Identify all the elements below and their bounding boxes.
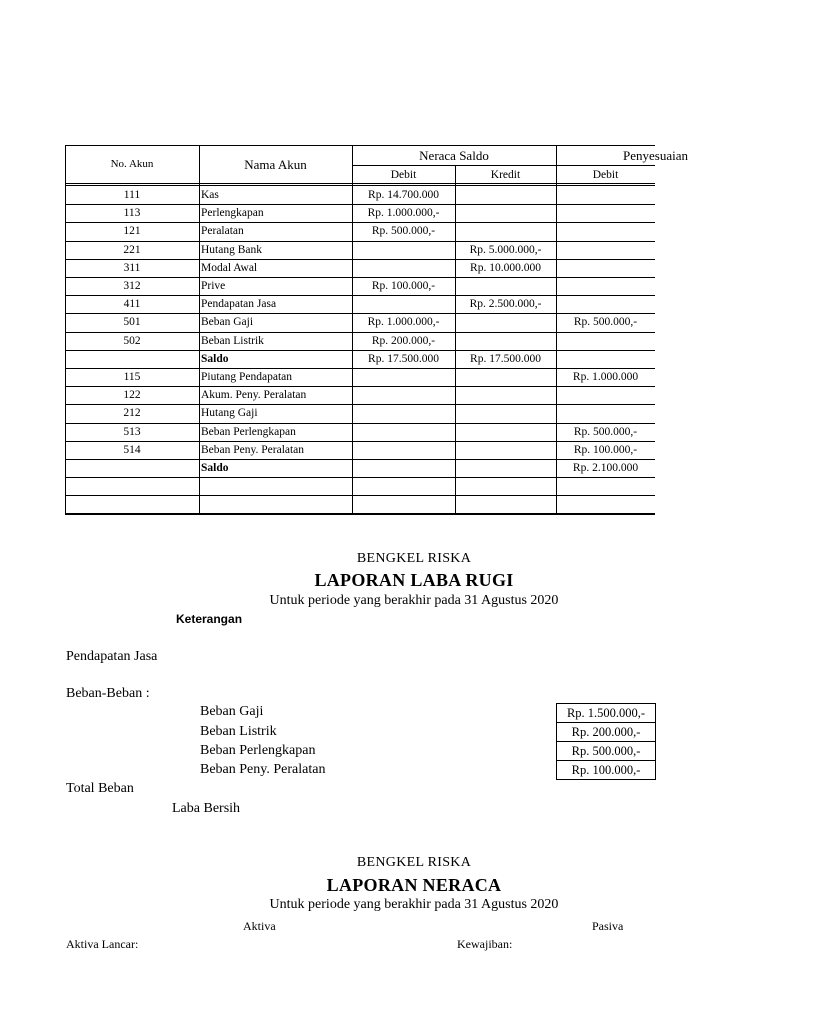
table-cell-adj-debit: Rp. 100.000,- bbox=[573, 443, 638, 456]
table-cell-kredit: Rp. 5.000.000,- bbox=[469, 243, 542, 256]
table-cell-no: 502 bbox=[123, 334, 141, 347]
row-line bbox=[65, 277, 655, 278]
row-line bbox=[65, 459, 655, 460]
table-cell-debit: Rp. 100.000,- bbox=[371, 280, 436, 292]
table-cell-name: Hutang Bank bbox=[201, 243, 263, 256]
table-cell-no: 312 bbox=[123, 280, 141, 292]
table-cell-kredit: Rp. 2.500.000,- bbox=[469, 298, 542, 311]
table-cell-adj-debit: Rp. 500.000,- bbox=[573, 425, 638, 438]
header-neraca-saldo: Neraca Saldo bbox=[419, 148, 489, 163]
header-kredit: Kredit bbox=[490, 169, 521, 181]
table-cell-debit: Rp. 200.000,- bbox=[371, 334, 436, 347]
row-line bbox=[65, 495, 655, 496]
row-line bbox=[65, 423, 655, 424]
table-cell-name: Hutang Gaji bbox=[201, 407, 258, 420]
row-line bbox=[65, 386, 655, 387]
row-line bbox=[65, 222, 655, 223]
keterangan-label: Keterangan bbox=[176, 612, 243, 626]
header-penyesuaian: Penyesuaian bbox=[623, 148, 688, 163]
table-cell-debit: Rp. 14.700.000 bbox=[368, 189, 439, 201]
neraca-period: Untuk periode yang berakhir pada 31 Agustus 2020 bbox=[269, 897, 559, 912]
header-adj-debit: Debit bbox=[592, 169, 619, 181]
table-cell-name: Akum. Peny. Peralatan bbox=[201, 389, 307, 402]
grid-line bbox=[65, 183, 655, 184]
table-cell-name: Perlengkapan bbox=[201, 207, 264, 220]
neraca-company: BENGKEL RISKA bbox=[356, 855, 472, 870]
expense-amount: Rp. 200.000,- bbox=[556, 722, 656, 742]
table-cell-no: 311 bbox=[123, 261, 141, 274]
laba-bersih-label: Laba Bersih bbox=[172, 801, 241, 816]
income-company: BENGKEL RISKA bbox=[356, 551, 472, 566]
table-cell-adj-debit: Rp. 1.000.000 bbox=[572, 371, 639, 383]
table-cell-no: 514 bbox=[123, 443, 141, 456]
pasiva-label: Pasiva bbox=[592, 919, 624, 933]
grid-line bbox=[455, 165, 456, 514]
total-beban-label: Total Beban bbox=[66, 781, 134, 796]
table-cell-debit: Rp. 1.000.000,- bbox=[367, 316, 440, 329]
neraca-title: LAPORAN NERACA bbox=[326, 875, 502, 895]
expense-label: Beban Gaji bbox=[200, 704, 264, 719]
table-cell-name: Saldo bbox=[201, 352, 229, 365]
aktiva-lancar-label: Aktiva Lancar: bbox=[66, 937, 139, 951]
aktiva-label: Aktiva bbox=[243, 919, 276, 933]
table-cell-name: Kas bbox=[201, 189, 219, 201]
income-period: Untuk periode yang berakhir pada 31 Agustus 2020 bbox=[269, 593, 559, 608]
table-cell-name: Pendapatan Jasa bbox=[201, 298, 277, 311]
table-cell-debit: Rp. 1.000.000,- bbox=[367, 207, 440, 220]
row-line bbox=[65, 404, 655, 405]
row-line bbox=[65, 259, 655, 260]
row-line bbox=[65, 313, 655, 314]
expense-amount: Rp. 500.000,- bbox=[556, 741, 656, 761]
expense-label: Beban Perlengkapan bbox=[200, 743, 316, 758]
row-line bbox=[65, 332, 655, 333]
table-cell-name: Beban Gaji bbox=[201, 316, 254, 329]
table-cell-no: 121 bbox=[123, 225, 141, 238]
row-line bbox=[65, 477, 655, 478]
table-cell-kredit: Rp. 10.000.000 bbox=[470, 261, 541, 274]
table-cell-no: 513 bbox=[123, 425, 141, 438]
table-cell-debit: Rp. 500.000,- bbox=[371, 225, 436, 238]
row-line bbox=[65, 241, 655, 242]
row-line bbox=[65, 441, 655, 442]
table-cell-name: Modal Awal bbox=[201, 261, 258, 274]
expense-label: Beban Peny. Peralatan bbox=[200, 762, 326, 777]
expense-label: Beban Listrik bbox=[200, 724, 277, 739]
income-title: LAPORAN LABA RUGI bbox=[314, 570, 514, 590]
grid-line bbox=[65, 145, 66, 514]
table-cell-no: 212 bbox=[123, 407, 141, 420]
table-cell-no: 115 bbox=[123, 371, 141, 383]
grid-line bbox=[65, 185, 655, 186]
row-line bbox=[65, 514, 655, 515]
pendapatan-jasa-label: Pendapatan Jasa bbox=[66, 649, 158, 664]
table-cell-name: Saldo bbox=[201, 462, 229, 474]
row-line bbox=[65, 368, 655, 369]
table-cell-adj-debit: Rp. 2.100.000 bbox=[572, 462, 639, 474]
kewajiban-label: Kewajiban: bbox=[457, 937, 513, 951]
expense-amount: Rp. 1.500.000,- bbox=[556, 703, 656, 723]
table-cell-no: 111 bbox=[123, 189, 141, 201]
table-cell-name: Beban Peny. Peralatan bbox=[201, 443, 305, 456]
table-cell-name: Peralatan bbox=[201, 225, 244, 238]
table-cell-name: Beban Perlengkapan bbox=[201, 425, 296, 438]
header-no-akun: No. Akun bbox=[110, 158, 154, 170]
table-cell-name: Prive bbox=[201, 280, 226, 292]
table-cell-no: 501 bbox=[123, 316, 141, 329]
expense-amount: Rp. 100.000,- bbox=[556, 760, 656, 780]
grid-line bbox=[352, 165, 655, 166]
grid-line bbox=[65, 145, 655, 146]
table-cell-no: 411 bbox=[123, 298, 141, 311]
row-line bbox=[65, 295, 655, 296]
table-cell-no: 113 bbox=[123, 207, 141, 220]
table-cell-no: 122 bbox=[123, 389, 141, 402]
grid-line bbox=[556, 145, 557, 514]
row-line bbox=[65, 204, 655, 205]
table-cell-kredit: Rp. 17.500.000 bbox=[470, 352, 541, 365]
grid-line bbox=[199, 145, 200, 514]
header-debit: Debit bbox=[390, 169, 417, 181]
table-cell-debit: Rp. 17.500.000 bbox=[368, 352, 439, 365]
worksheet-table bbox=[65, 145, 688, 514]
table-cell-adj-debit: Rp. 500.000,- bbox=[573, 316, 638, 329]
table-cell-no: 221 bbox=[123, 243, 141, 256]
table-cell-name: Piutang Pendapatan bbox=[201, 371, 293, 383]
beban-beban-label: Beban-Beban : bbox=[66, 686, 150, 701]
row-line bbox=[65, 350, 655, 351]
header-nama-akun: Nama Akun bbox=[244, 157, 307, 172]
grid-line bbox=[352, 145, 353, 514]
table-cell-name: Beban Listrik bbox=[201, 334, 264, 347]
